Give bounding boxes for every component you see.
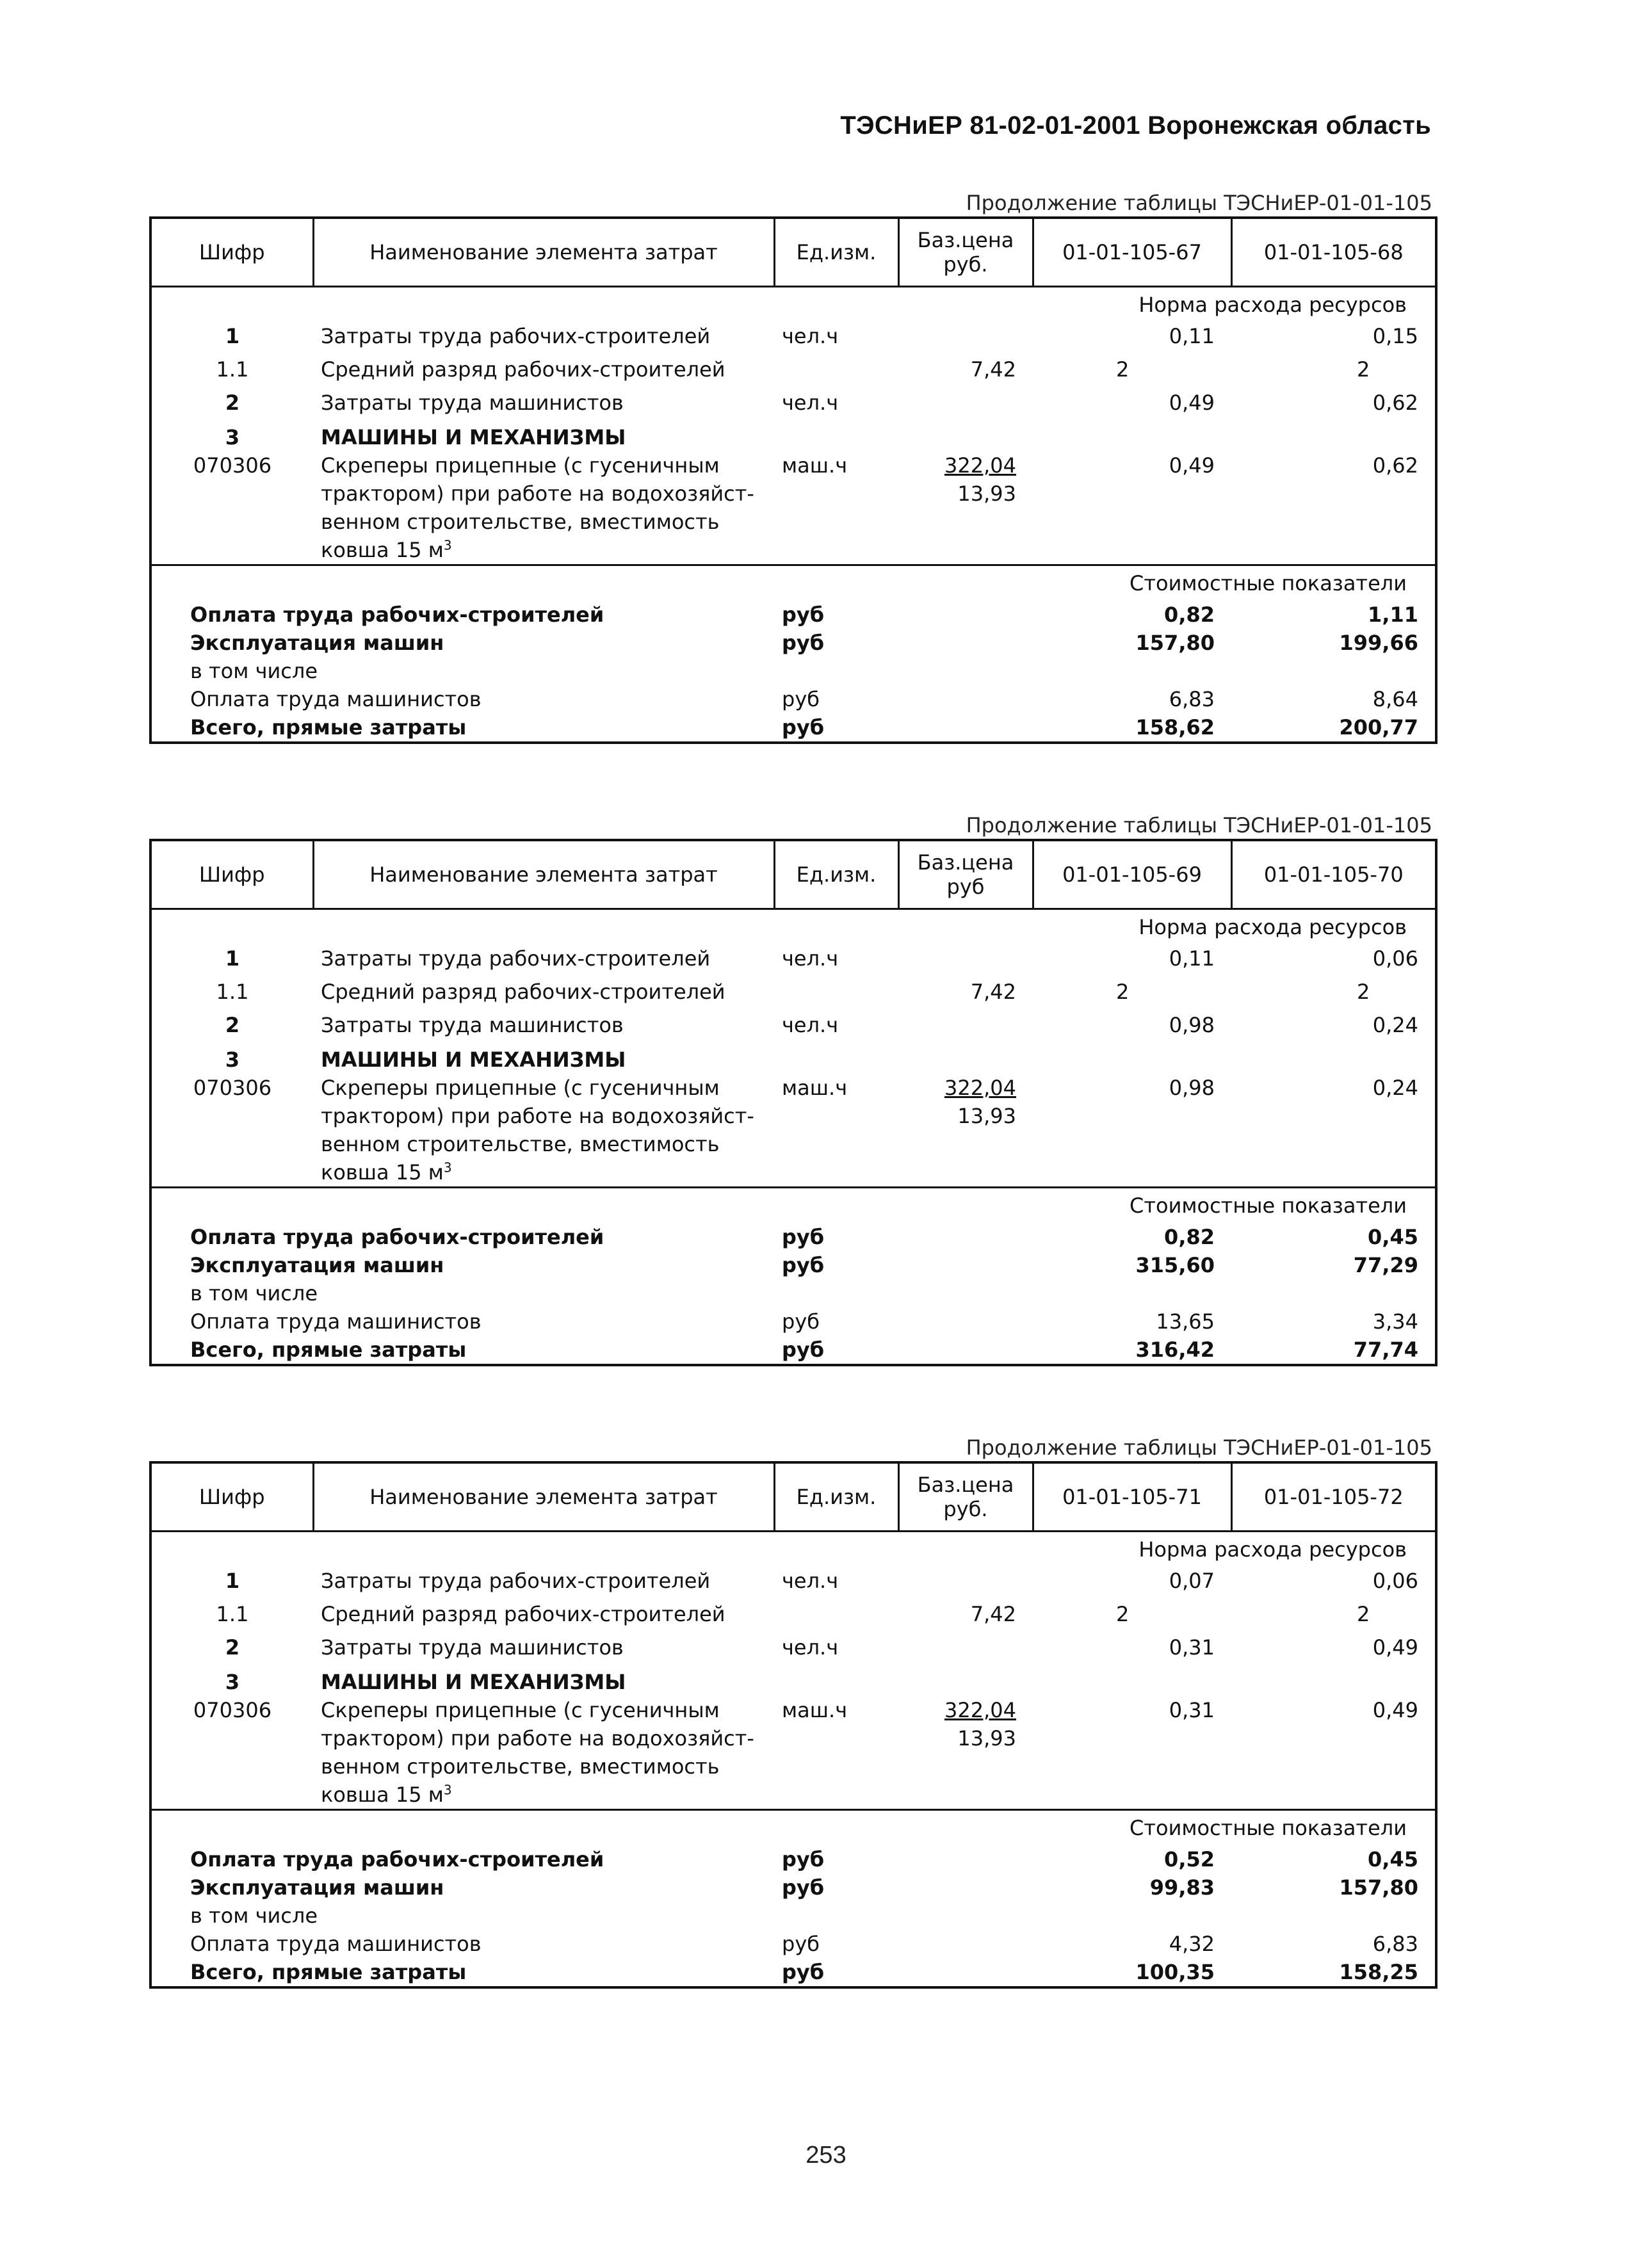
machine-name: Скреперы прицепные (с гусеничным трактором) при работе на водохозяйст- венном строительстве, вместимость ковша 15 $м^3$	[321, 1076, 754, 1185]
row-unit: чел.ч	[782, 324, 839, 348]
machine-code: 070306	[193, 1698, 272, 1722]
summary-label: в том числе	[190, 1904, 318, 1928]
summary-value-b: 6,83	[1372, 1932, 1418, 1956]
summary-unit: руб	[782, 1225, 825, 1249]
machine-row	[150, 1074, 1436, 1188]
row-name: Затраты труда машинистов	[321, 1635, 624, 1660]
summary-unit: руб	[782, 1932, 820, 1956]
cost-section-label: Стоимостные показатели	[150, 565, 1436, 601]
table-row	[150, 1628, 1436, 1662]
row-code: 2	[225, 391, 240, 415]
summary-value-b: 77,74	[1353, 1338, 1418, 1362]
row-value-b: 0,15	[1372, 324, 1418, 348]
summary-label: Оплата труда машинистов	[190, 1932, 482, 1956]
header-unit: Ед.изм.	[774, 1462, 898, 1532]
machine-value-b: 0,62	[1372, 453, 1418, 478]
summary-price	[898, 601, 1033, 629]
cost-section-row	[150, 1810, 1436, 1846]
summary-unit	[774, 657, 898, 685]
row-price	[898, 1006, 1033, 1039]
summary-unit: руб	[782, 687, 820, 711]
row-unit	[774, 417, 898, 451]
row-price: 7,42	[970, 357, 1016, 382]
summary-price	[898, 629, 1033, 657]
summary-value-b: 0,45	[1368, 1225, 1418, 1249]
summary-value-a: 0,52	[1164, 1847, 1215, 1872]
summary-label: Эксплуатация машин	[190, 631, 444, 655]
summary-value-b	[1231, 1902, 1436, 1930]
cost-section-label: Стоимостные показатели	[150, 1810, 1436, 1846]
summary-label: Оплата труда машинистов	[190, 687, 482, 711]
summary-value-a: 6,83	[1169, 687, 1215, 711]
row-value-b: 0,49	[1372, 1635, 1418, 1660]
header-name: Наименование элемента затрат	[313, 840, 774, 909]
machine-price: 322,04 13,93	[944, 1076, 1016, 1128]
summary-label: Оплата труда машинистов	[190, 1309, 482, 1334]
summary-value-b: 0,45	[1368, 1847, 1418, 1872]
summary-value-b: 1,11	[1368, 602, 1418, 627]
cost-table	[149, 216, 1437, 744]
norm-section-label: Норма расхода ресурсов	[150, 909, 1436, 945]
row-name: Затраты труда машинистов	[321, 1013, 624, 1037]
row-value-a: 0,98	[1169, 1013, 1215, 1037]
row-value-a	[1033, 1039, 1231, 1074]
summary-unit: руб	[782, 1960, 825, 1984]
row-code: 1	[225, 1569, 240, 1593]
header-col-a: 01-01-105-71	[1033, 1462, 1231, 1532]
summary-value-a: 4,32	[1169, 1932, 1215, 1956]
row-price: 7,42	[970, 1602, 1016, 1626]
machine-row	[150, 451, 1436, 565]
row-name: Затраты труда рабочих-строителей	[321, 1569, 711, 1593]
table-row	[150, 1958, 1436, 1987]
header-col-a: 01-01-105-67	[1033, 218, 1231, 287]
machine-value-a: 0,98	[1169, 1076, 1215, 1100]
summary-price	[898, 713, 1033, 743]
summary-label: в том числе	[190, 659, 318, 683]
row-value-a: 2	[1116, 980, 1130, 1004]
summary-value-a: 13,65	[1156, 1309, 1215, 1334]
table-row	[150, 1279, 1436, 1307]
row-price	[898, 417, 1033, 451]
header-name: Наименование элемента затрат	[313, 218, 774, 287]
row-value-a: 2	[1116, 1602, 1130, 1626]
summary-value-a: 100,35	[1135, 1960, 1215, 1984]
header-col-b: 01-01-105-68	[1263, 240, 1404, 264]
summary-value-b: 158,25	[1339, 1960, 1418, 1984]
row-code: 3	[225, 1670, 240, 1694]
row-unit: чел.ч	[782, 391, 839, 415]
norm-section-label: Норма расхода ресурсов	[150, 287, 1436, 323]
row-unit: чел.ч	[782, 1569, 839, 1593]
summary-label: Эксплуатация машин	[190, 1875, 444, 1900]
summary-value-a	[1033, 657, 1231, 685]
row-code: 2	[225, 1635, 240, 1660]
summary-unit: руб	[782, 1847, 825, 1872]
machine-value-b: 0,49	[1372, 1698, 1418, 1722]
machine-value-a: 0,49	[1169, 453, 1215, 478]
row-value-a: 0,31	[1169, 1635, 1215, 1660]
header-code: Шифр	[150, 1462, 313, 1532]
header-code: Шифр	[150, 218, 313, 287]
table-header-row	[150, 1462, 1436, 1532]
table-row	[150, 713, 1436, 743]
row-value-b	[1231, 1662, 1436, 1696]
norm-section-row	[150, 909, 1436, 945]
row-name: Затраты труда рабочих-строителей	[321, 324, 711, 348]
summary-price	[898, 685, 1033, 713]
row-code: 1.1	[216, 1602, 249, 1626]
machine-price: 322,04 13,93	[944, 1698, 1016, 1751]
summary-unit: руб	[782, 631, 825, 655]
table-caption: Продолжение таблицы ТЭСНиЕР-01-01-105	[966, 813, 1432, 837]
machine-name: Скреперы прицепные (с гусеничным трактором) при работе на водохозяйст- венном строительстве, вместимость ковша 15 $м^3$	[321, 1698, 754, 1807]
table-caption: Продолжение таблицы ТЭСНиЕР-01-01-105	[966, 1435, 1432, 1460]
row-unit: чел.ч	[782, 1013, 839, 1037]
summary-label: Оплата труда рабочих-строителей	[190, 1847, 604, 1872]
row-value-b: 0,24	[1372, 1013, 1418, 1037]
table-row	[150, 417, 1436, 451]
row-code: 1	[225, 946, 240, 971]
table-row	[150, 601, 1436, 629]
row-name: Средний разряд рабочих-строителей	[321, 1602, 725, 1626]
row-price: 7,42	[970, 980, 1016, 1004]
summary-unit	[774, 1279, 898, 1307]
row-unit	[774, 1039, 898, 1074]
table-row	[150, 322, 1436, 350]
machine-row	[150, 1696, 1436, 1810]
row-value-b: 2	[1357, 357, 1370, 382]
header-unit: Ед.изм.	[774, 840, 898, 909]
table-row	[150, 1567, 1436, 1595]
machine-unit: маш.ч	[782, 1076, 848, 1100]
summary-value-b: 77,29	[1353, 1253, 1418, 1277]
header-price: Баз.цена руб.	[898, 218, 1033, 287]
table-block-2	[149, 812, 1435, 1366]
row-code: 1	[225, 324, 240, 348]
row-price	[898, 384, 1033, 417]
machines-heading: МАШИНЫ И МЕХАНИЗМЫ	[321, 1047, 626, 1072]
row-value-b	[1231, 417, 1436, 451]
row-value-b	[1231, 1039, 1436, 1074]
summary-unit: руб	[782, 1875, 825, 1900]
summary-value-b: 200,77	[1339, 715, 1418, 740]
norm-section-row	[150, 1532, 1436, 1567]
summary-unit: руб	[782, 1338, 825, 1362]
summary-unit: руб	[782, 602, 825, 627]
table-header-row	[150, 840, 1436, 909]
summary-value-a	[1033, 1902, 1231, 1930]
summary-unit: руб	[782, 715, 825, 740]
header-unit: Ед.изм.	[774, 218, 898, 287]
row-code: 1.1	[216, 980, 249, 1004]
row-code: 3	[225, 1047, 240, 1072]
table-row	[150, 1251, 1436, 1279]
row-code: 2	[225, 1013, 240, 1037]
row-value-a: 0,11	[1169, 946, 1215, 971]
cost-section-label: Стоимостные показатели	[150, 1188, 1436, 1224]
header-name: Наименование элемента затрат	[313, 1462, 774, 1532]
table-caption: Продолжение таблицы ТЭСНиЕР-01-01-105	[966, 191, 1432, 215]
table-row	[150, 350, 1436, 384]
table-row	[150, 1336, 1436, 1365]
document-title: ТЭСНиЕР 81-02-01-2001 Воронежская область	[840, 111, 1431, 140]
row-unit: чел.ч	[782, 1635, 839, 1660]
table-row	[150, 1223, 1436, 1251]
header-price: Баз.цена руб.	[898, 1462, 1033, 1532]
summary-value-a: 158,62	[1135, 715, 1215, 740]
cost-table	[149, 1461, 1437, 1989]
summary-price	[898, 1251, 1033, 1279]
machine-value-a: 0,31	[1169, 1698, 1215, 1722]
summary-label: Всего, прямые затраты	[190, 715, 467, 740]
summary-value-b: 3,34	[1372, 1309, 1418, 1334]
row-value-b: 0,06	[1372, 1569, 1418, 1593]
summary-value-b: 157,80	[1339, 1875, 1418, 1900]
row-value-b: 0,06	[1372, 946, 1418, 971]
table-row	[150, 384, 1436, 417]
summary-unit: руб	[782, 1253, 825, 1277]
row-price	[898, 1039, 1033, 1074]
table-row	[150, 1902, 1436, 1930]
machine-code: 070306	[193, 1076, 272, 1100]
row-value-a: 2	[1116, 357, 1130, 382]
summary-value-a: 0,82	[1164, 1225, 1215, 1249]
summary-value-a: 315,60	[1135, 1253, 1215, 1277]
row-name: Средний разряд рабочих-строителей	[321, 357, 725, 382]
summary-label: Оплата труда рабочих-строителей	[190, 602, 604, 627]
table-row	[150, 1930, 1436, 1958]
table-row	[150, 1307, 1436, 1336]
summary-price	[898, 657, 1033, 685]
table-block-1	[149, 190, 1435, 744]
row-unit	[774, 1662, 898, 1696]
row-price	[898, 1628, 1033, 1662]
row-value-b: 2	[1357, 1602, 1370, 1626]
row-code: 3	[225, 425, 240, 449]
summary-value-a: 0,82	[1164, 602, 1215, 627]
row-value-a	[1033, 417, 1231, 451]
cost-table	[149, 839, 1437, 1366]
summary-value-b	[1231, 657, 1436, 685]
summary-price	[898, 1873, 1033, 1902]
machine-name: Скреперы прицепные (с гусеничным трактором) при работе на водохозяйст- венном строительстве, вместимость ковша 15 $м^3$	[321, 453, 754, 562]
table-block-3	[149, 1434, 1435, 1989]
table-row	[150, 1006, 1436, 1039]
summary-price	[898, 1930, 1033, 1958]
summary-price	[898, 1279, 1033, 1307]
norm-section-row	[150, 287, 1436, 323]
norm-section-label: Норма расхода ресурсов	[150, 1532, 1436, 1567]
summary-price	[898, 1958, 1033, 1987]
header-price: Баз.цена руб	[898, 840, 1033, 909]
row-value-b: 0,62	[1372, 391, 1418, 415]
table-row	[150, 1662, 1436, 1696]
row-price	[898, 944, 1033, 973]
row-code: 1.1	[216, 357, 249, 382]
summary-value-a: 316,42	[1135, 1338, 1215, 1362]
summary-value-a: 99,83	[1149, 1875, 1215, 1900]
header-code: Шифр	[150, 840, 313, 909]
summary-unit	[774, 1902, 898, 1930]
summary-value-a	[1033, 1279, 1231, 1307]
summary-value-b	[1231, 1279, 1436, 1307]
table-header-row	[150, 218, 1436, 287]
row-price	[898, 1662, 1033, 1696]
row-name: Затраты труда машинистов	[321, 391, 624, 415]
summary-label: Всего, прямые затраты	[190, 1960, 467, 1984]
machines-heading: МАШИНЫ И МЕХАНИЗМЫ	[321, 1670, 626, 1694]
machine-unit: маш.ч	[782, 1698, 848, 1722]
row-value-a: 0,49	[1169, 391, 1215, 415]
summary-label: Всего, прямые затраты	[190, 1338, 467, 1362]
summary-label: Эксплуатация машин	[190, 1253, 444, 1277]
machines-heading: МАШИНЫ И МЕХАНИЗМЫ	[321, 425, 626, 449]
table-row	[150, 1873, 1436, 1902]
summary-price	[898, 1307, 1033, 1336]
machine-code: 070306	[193, 453, 272, 478]
table-row	[150, 1039, 1436, 1074]
row-price	[898, 1567, 1033, 1595]
table-row	[150, 973, 1436, 1006]
row-name: Средний разряд рабочих-строителей	[321, 980, 725, 1004]
table-row	[150, 1845, 1436, 1873]
summary-label: Оплата труда рабочих-строителей	[190, 1225, 604, 1249]
machine-unit: маш.ч	[782, 453, 848, 478]
header-col-b: 01-01-105-72	[1263, 1485, 1404, 1509]
summary-price	[898, 1223, 1033, 1251]
table-row	[150, 629, 1436, 657]
row-value-a: 0,11	[1169, 324, 1215, 348]
header-col-a: 01-01-105-69	[1033, 840, 1231, 909]
summary-value-a: 157,80	[1135, 631, 1215, 655]
row-value-a	[1033, 1662, 1231, 1696]
table-row	[150, 657, 1436, 685]
summary-value-b: 199,66	[1339, 631, 1418, 655]
summary-price	[898, 1336, 1033, 1365]
row-value-a: 0,07	[1169, 1569, 1215, 1593]
table-row	[150, 944, 1436, 973]
summary-unit: руб	[782, 1309, 820, 1334]
summary-price	[898, 1902, 1033, 1930]
summary-value-b: 8,64	[1372, 687, 1418, 711]
row-price	[898, 322, 1033, 350]
row-name: Затраты труда рабочих-строителей	[321, 946, 711, 971]
summary-price	[898, 1845, 1033, 1873]
cost-section-row	[150, 1188, 1436, 1224]
table-row	[150, 1595, 1436, 1628]
page-number: 253	[806, 2142, 846, 2169]
row-unit: чел.ч	[782, 946, 839, 971]
row-value-b: 2	[1357, 980, 1370, 1004]
row-unit	[774, 1595, 898, 1628]
header-col-b: 01-01-105-70	[1263, 862, 1404, 887]
cost-section-row	[150, 565, 1436, 601]
machine-value-b: 0,24	[1372, 1076, 1418, 1100]
row-unit	[774, 973, 898, 1006]
row-unit	[774, 350, 898, 384]
table-row	[150, 685, 1436, 713]
machine-price: 322,04 13,93	[944, 453, 1016, 506]
summary-label: в том числе	[190, 1281, 318, 1306]
